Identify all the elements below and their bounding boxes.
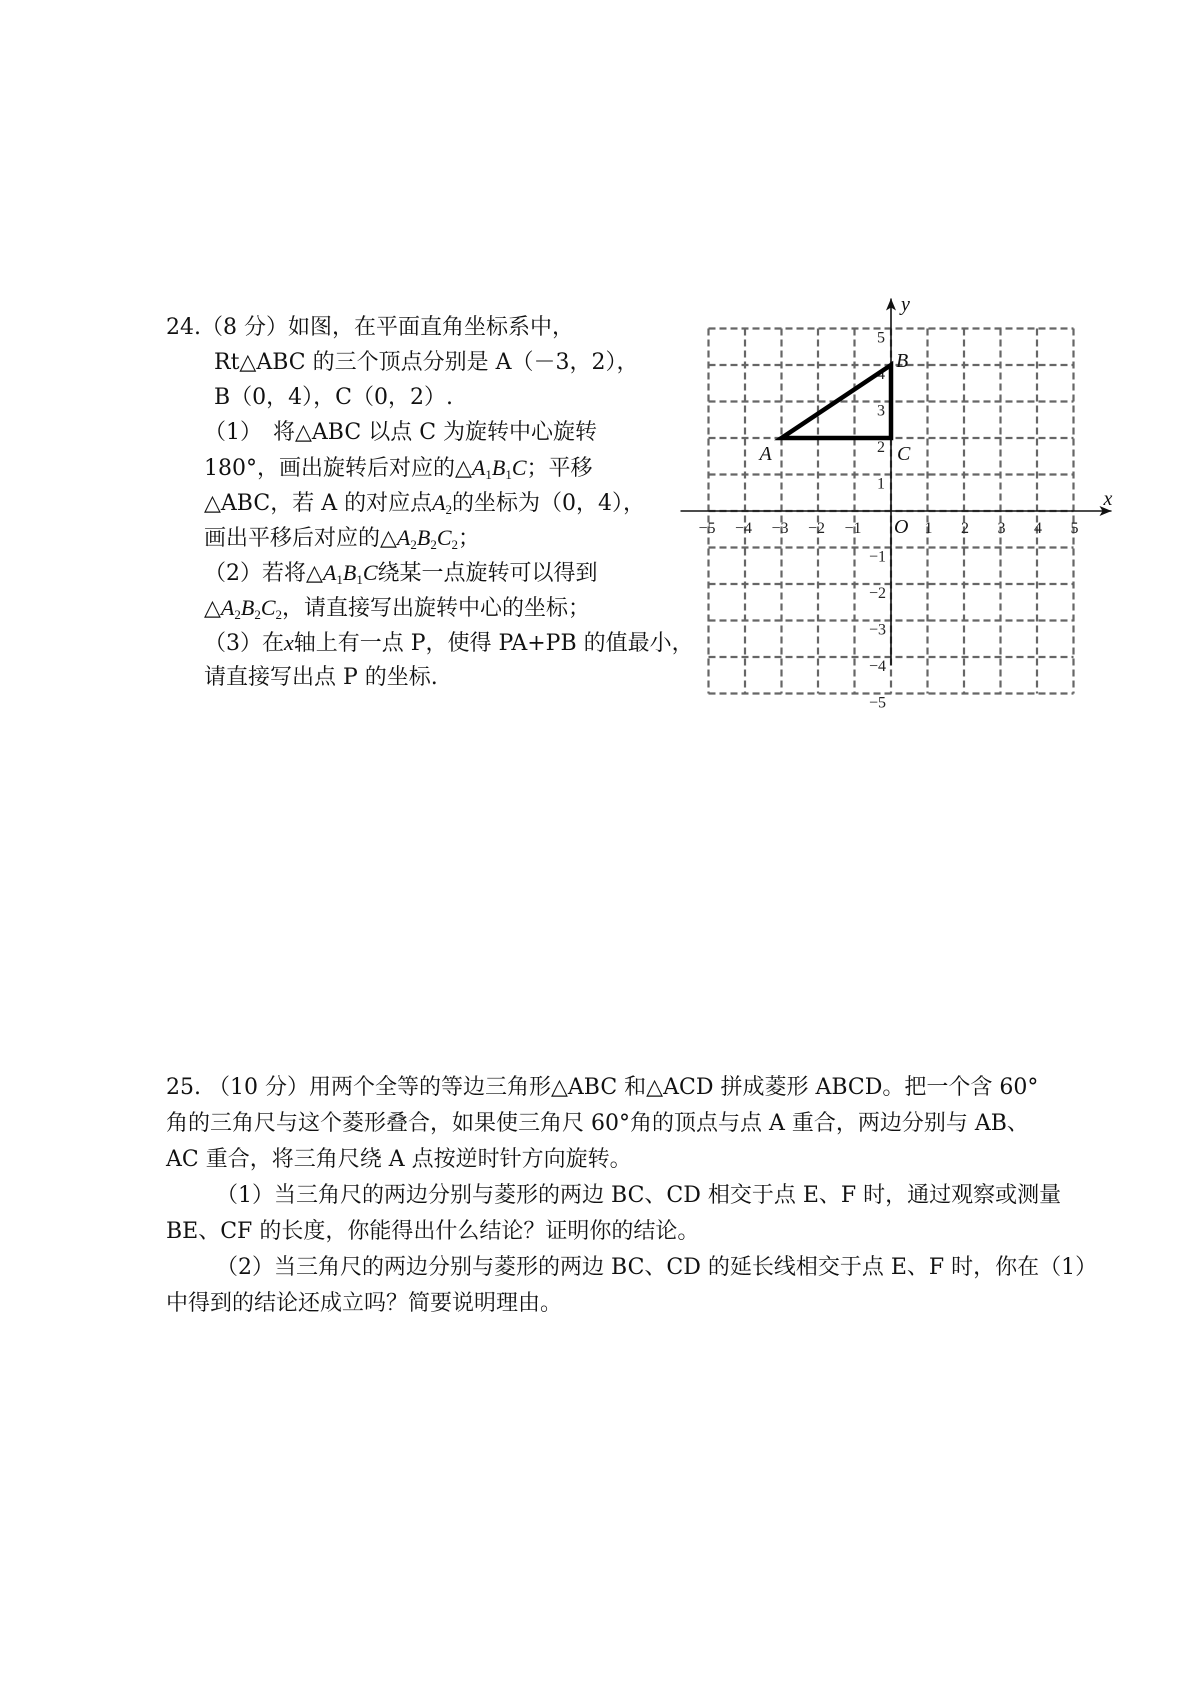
y-tick-label: 5 — [877, 329, 885, 347]
math-a1b1c: $A_1B_1C$ — [471, 455, 527, 482]
y-tick-label: −2 — [869, 585, 887, 602]
y-tick-label: −1 — [869, 548, 887, 566]
q25-line-3: AC 重合，将三角尺绕 A 点按逆时针方向旋转。 — [166, 1147, 632, 1172]
math-a2b2c2-2: $A_2B_2C_2$ — [220, 595, 283, 622]
coordinate-grid-figure — [680, 290, 1120, 734]
y-tick-label: 2 — [877, 439, 885, 456]
q25-part1-line-1: （1）当三角尺的两边分别与菱形的两边 BC、CD 相交于点 E、F 时，通过观察或测量 — [216, 1183, 1062, 1208]
q24-part2-line-1: （2）若将$\triangle A_1B_1C$绕某一点旋转可以得到 — [204, 560, 598, 587]
origin-label: O — [894, 516, 909, 538]
x-tick-label: 1 — [924, 520, 933, 537]
q24-part1-line-1: （1） 将△ABC 以点 C 为旋转中心旋转 — [204, 420, 598, 445]
x-tick-label: −4 — [735, 520, 753, 537]
x-tick-label: 4 — [1034, 520, 1042, 537]
x-tick-label: −1 — [844, 520, 862, 537]
y-axis-label: y — [901, 293, 910, 316]
q24-part1-line-2 — [204, 454, 593, 489]
x-tick-label: 3 — [997, 520, 1006, 537]
x-tick-label: −2 — [808, 520, 826, 537]
y-tick-label: −5 — [869, 694, 887, 712]
q24-part1-line-3: △ABC，若 A 的对应点$A_2$的坐标为（0，4）， — [204, 490, 646, 517]
q25-line-2: 角的三角尺与这个菱形叠合，如果使三角尺 60°角的顶点与点 A 重合，两边分别与 AB、 — [166, 1111, 1029, 1136]
q24-part3-line-2: 请直接写出点 P 的坐标. — [204, 665, 438, 690]
x-axis-label: x — [1103, 488, 1113, 510]
coordinate-plane — [680, 290, 1120, 730]
y-tick-label: −4 — [869, 658, 887, 675]
y-tick-label: 3 — [877, 402, 885, 420]
q25-part1-line-2: BE、CF 的长度，你能得出什么结论？证明你的结论。 — [166, 1219, 700, 1244]
y-tick-label: 1 — [877, 475, 885, 493]
point-label-b: B — [896, 350, 909, 372]
q25-part2-line-2: 中得到的结论还成立吗？简要说明理由。 — [166, 1291, 563, 1316]
q25-line-1: 25. （10 分）用两个全等的等边三角形△ABC 和△ACD 拼成菱形 ABCD。把一个含 60° — [166, 1075, 1039, 1100]
q24-part1-line-2b: ；平移 — [526, 456, 593, 481]
math-a1b1c-2: $A_1B_1C$ — [322, 560, 378, 587]
point-label-c: C — [897, 443, 911, 465]
x-tick-label: 2 — [961, 520, 969, 537]
q24-line-1: 24.（8 分）如图，在平面直角坐标系中， — [166, 315, 574, 340]
q25-part2-line-1: （2）当三角尺的两边分别与菱形的两边 BC、CD 的延长线相交于点 E、F 时，你在（1） — [216, 1255, 1098, 1280]
math-a2b2c2: $A_2B_2C_2$ — [396, 525, 459, 552]
q24-line-2: Rt△ABC 的三个顶点分别是 A（－3，2）， — [214, 350, 639, 375]
q24-part1-line-2a: 180°，画出旋转后对应的△ — [204, 456, 472, 481]
q24-line-3: B（0，4），C（0，2）. — [214, 385, 453, 410]
x-tick-label: 5 — [1070, 520, 1079, 537]
x-tick-label: −5 — [698, 520, 716, 537]
q24-part2-line-2: $\triangle A_2B_2C_2$，请直接写出旋转中心的坐标； — [204, 595, 591, 622]
x-tick-label: −3 — [771, 520, 789, 537]
y-tick-label: 4 — [877, 366, 885, 383]
q24-part1-line-4: 画出平移后对应的$\triangle A_2B_2C_2$； — [204, 525, 481, 552]
y-tick-label: −3 — [869, 621, 887, 639]
point-label-a: A — [759, 443, 772, 465]
q24-part3-line-1: （3）在x轴上有一点 P，使得 PA+PB 的值最小， — [204, 630, 694, 656]
math-a2: $A_2$ — [432, 490, 453, 517]
